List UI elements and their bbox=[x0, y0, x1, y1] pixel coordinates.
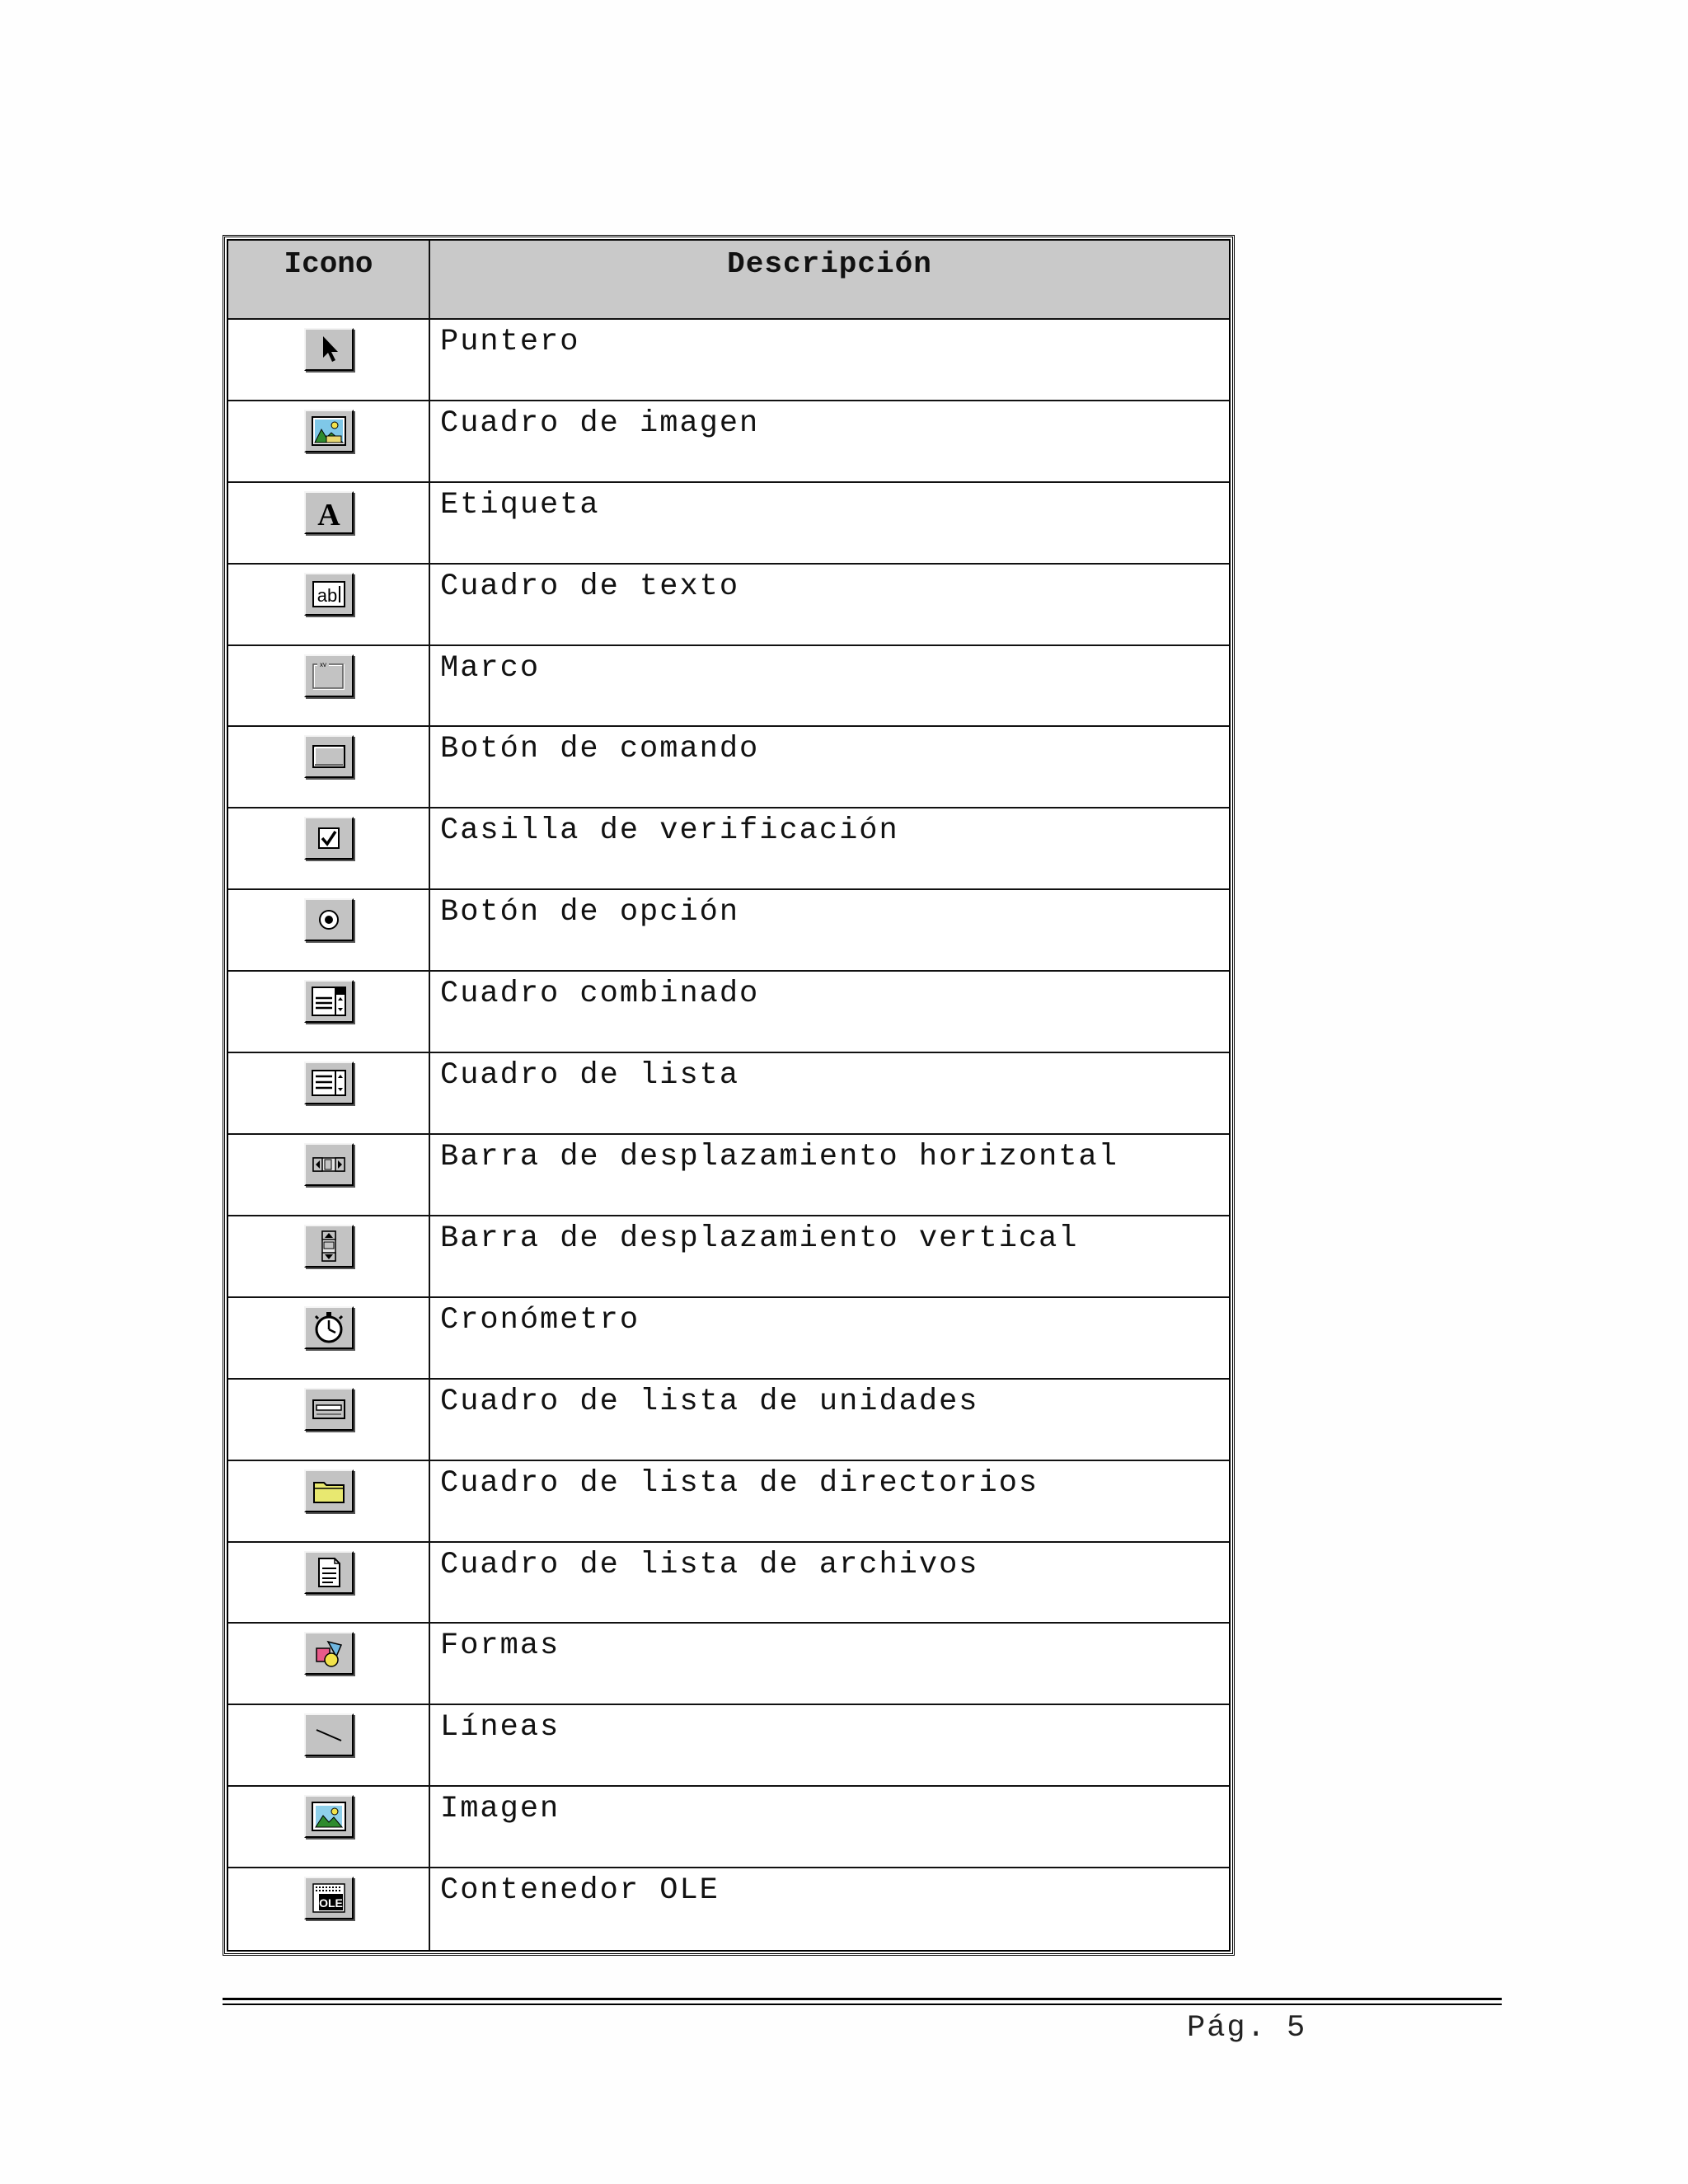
row-description: Cuadro combinado bbox=[440, 977, 760, 1012]
row-description: Imagen bbox=[440, 1792, 560, 1827]
row-description: Botón de comando bbox=[440, 732, 760, 767]
table-row bbox=[228, 1380, 1229, 1461]
table-row bbox=[228, 1461, 1229, 1543]
table-row bbox=[228, 565, 1229, 646]
dirlistbox-icon bbox=[304, 1469, 354, 1512]
header-icon-column: Icono bbox=[228, 241, 430, 318]
svg-text:A: A bbox=[316, 497, 340, 529]
footer-rule bbox=[223, 2004, 1502, 2005]
textbox-icon bbox=[304, 573, 354, 616]
combobox-icon bbox=[304, 980, 354, 1023]
row-description: Líneas bbox=[440, 1710, 560, 1746]
table-row bbox=[228, 401, 1229, 483]
svg-text:ab: ab bbox=[316, 584, 337, 606]
listbox-icon bbox=[304, 1062, 354, 1104]
table-header-row bbox=[228, 241, 1229, 320]
row-description: Puntero bbox=[440, 324, 580, 359]
row-description: Cuadro de imagen bbox=[440, 405, 760, 441]
table-row bbox=[228, 646, 1229, 728]
vscrollbar-icon bbox=[304, 1225, 354, 1268]
row-description: Cuadro de lista bbox=[440, 1058, 740, 1094]
option-button-icon bbox=[304, 898, 354, 941]
table-row bbox=[228, 320, 1229, 401]
line-icon bbox=[304, 1713, 354, 1756]
ole-container-icon bbox=[304, 1877, 354, 1919]
row-description: Botón de opción bbox=[440, 895, 740, 930]
frame-icon bbox=[304, 654, 354, 697]
table-row bbox=[228, 1543, 1229, 1624]
toolbox-controls-table bbox=[223, 235, 1235, 1956]
table-row bbox=[228, 1298, 1229, 1380]
row-description: Etiqueta bbox=[440, 487, 600, 523]
table-row bbox=[228, 808, 1229, 890]
table-row bbox=[228, 1624, 1229, 1705]
table-row bbox=[228, 727, 1229, 808]
table-row bbox=[228, 890, 1229, 972]
image-icon bbox=[304, 1795, 354, 1838]
filelistbox-icon bbox=[304, 1551, 354, 1594]
svg-text:OLE: OLE bbox=[318, 1896, 343, 1910]
table-row bbox=[228, 483, 1229, 565]
table-row bbox=[228, 972, 1229, 1053]
checkbox-icon bbox=[304, 817, 354, 860]
svg-text:xv: xv bbox=[319, 660, 326, 668]
drivelistbox-icon bbox=[304, 1388, 354, 1431]
label-icon bbox=[304, 491, 354, 534]
row-description: Formas bbox=[440, 1629, 560, 1664]
row-description: Barra de desplazamiento vertical bbox=[440, 1221, 1079, 1256]
page-number: Pág. 5 bbox=[1187, 2011, 1307, 2046]
row-description: Cuadro de lista de directorios bbox=[440, 1465, 1039, 1501]
command-button-icon bbox=[304, 735, 354, 778]
row-description: Cronómetro bbox=[440, 1302, 640, 1338]
row-description: Marco bbox=[440, 650, 541, 686]
row-description: Cuadro de texto bbox=[440, 569, 740, 604]
table-row bbox=[228, 1216, 1229, 1298]
row-description: Casilla de verificación bbox=[440, 813, 899, 849]
picturebox-icon bbox=[304, 410, 354, 452]
pointer-icon bbox=[304, 328, 354, 371]
hscrollbar-icon bbox=[304, 1143, 354, 1186]
row-description: Barra de desplazamiento horizontal bbox=[440, 1139, 1118, 1174]
row-description: Cuadro de lista de unidades bbox=[440, 1384, 979, 1419]
table-row bbox=[228, 1705, 1229, 1787]
table-row bbox=[228, 1868, 1229, 1950]
row-description: Cuadro de lista de archivos bbox=[440, 1547, 979, 1582]
table-row bbox=[228, 1787, 1229, 1868]
table-row bbox=[228, 1053, 1229, 1135]
shape-icon bbox=[304, 1632, 354, 1675]
table-row bbox=[228, 1135, 1229, 1216]
row-description: Contenedor OLE bbox=[440, 1873, 720, 1909]
timer-icon bbox=[304, 1306, 354, 1349]
footer-rule bbox=[223, 1998, 1502, 2000]
header-description-column: Descripción bbox=[727, 247, 932, 281]
